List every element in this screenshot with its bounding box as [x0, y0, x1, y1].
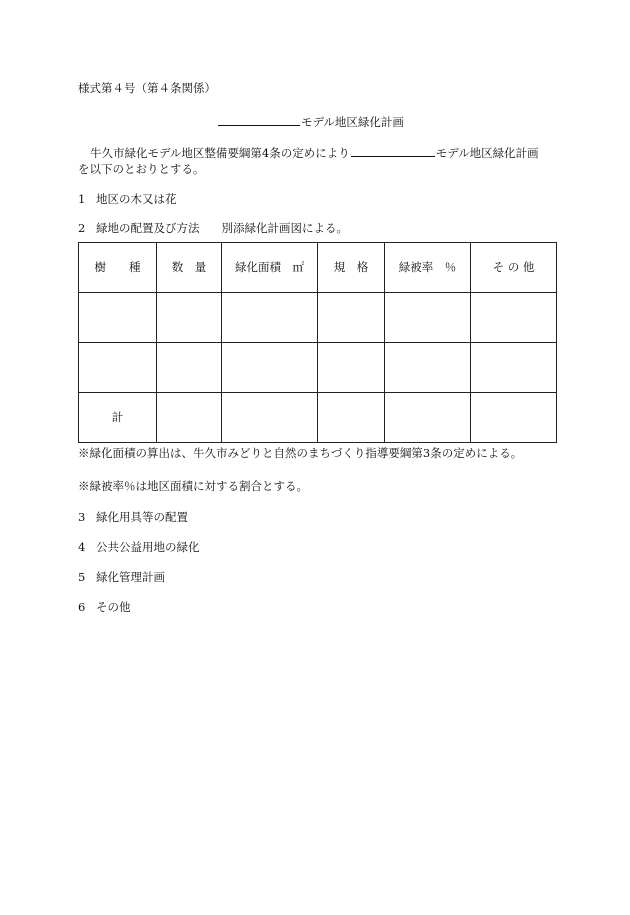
item-1: [78, 191, 177, 208]
table-row: [79, 293, 557, 343]
item-number: 3: [78, 510, 86, 524]
table-cell[interactable]: [471, 393, 557, 443]
item-label: 公共公益用地の緑化: [96, 540, 200, 554]
table-cell[interactable]: [471, 343, 557, 393]
item-label: 緑化管理計画: [96, 570, 165, 584]
intro-text-2: モデル地区緑化計画: [435, 146, 539, 160]
intro-text-1: 牛久市緑化モデル地区整備要綱第4条の定めにより: [90, 146, 350, 160]
table-cell[interactable]: [157, 343, 222, 393]
intro-blank-field[interactable]: [351, 143, 435, 157]
item-5: [78, 569, 165, 586]
table-cell[interactable]: [318, 343, 385, 393]
table-cell[interactable]: [222, 393, 318, 443]
table-cell[interactable]: [157, 393, 222, 443]
intro-paragraph: [78, 143, 558, 177]
item-6: [78, 599, 131, 616]
table-cell[interactable]: [385, 293, 471, 343]
note-green-coverage: ※緑被率％は地区面積に対する割合とする。: [78, 479, 308, 493]
table-cell[interactable]: [318, 393, 385, 443]
table-cell[interactable]: [471, 293, 557, 343]
header-green-area: 緑化面積 ㎡: [222, 243, 318, 293]
total-label: 計: [79, 393, 157, 443]
intro-line-2: を以下のとおりとする。: [78, 162, 205, 176]
item-number: 6: [78, 600, 86, 614]
item-3: [78, 509, 188, 526]
item-4: [78, 539, 200, 556]
item-number: 4: [78, 540, 86, 554]
title-blank-field[interactable]: [218, 112, 300, 126]
table-total-row: [79, 393, 557, 443]
table-header-row: [79, 243, 557, 293]
table-cell[interactable]: [385, 393, 471, 443]
item-number: 1: [78, 192, 86, 206]
header-spec: 規 格: [318, 243, 385, 293]
table-cell[interactable]: [79, 343, 157, 393]
item-label: 緑化用具等の配置: [96, 510, 188, 524]
item-label: その他: [96, 600, 131, 614]
table-cell[interactable]: [222, 343, 318, 393]
item-number: 5: [78, 570, 86, 584]
table-cell[interactable]: [79, 293, 157, 343]
table-cell[interactable]: [222, 293, 318, 343]
form-number: 様式第４号（第４条関係）: [78, 81, 216, 95]
header-other: そ の 他: [471, 243, 557, 293]
header-species: 樹 種: [79, 243, 157, 293]
item-2: [78, 220, 348, 237]
header-quantity: 数 量: [157, 243, 222, 293]
greening-table: [78, 242, 557, 443]
item-label: 緑地の配置及び方法: [96, 221, 200, 235]
title-text: モデル地区緑化計画: [301, 115, 404, 129]
table-cell[interactable]: [157, 293, 222, 343]
note-green-area: ※緑化面積の算出は、牛久市みどりと自然のまちづくり指導要綱第3条の定めによる。: [78, 446, 523, 460]
header-green-coverage: 緑被率 ％: [385, 243, 471, 293]
item-sub-text: 別添緑化計画図による。: [221, 221, 348, 235]
intro-line-1: [78, 143, 558, 161]
document-title: [218, 112, 404, 131]
item-label: 地区の木又は花: [96, 192, 177, 206]
table-row: [79, 343, 557, 393]
item-number: 2: [78, 221, 86, 235]
table-cell[interactable]: [318, 293, 385, 343]
table-cell[interactable]: [385, 343, 471, 393]
